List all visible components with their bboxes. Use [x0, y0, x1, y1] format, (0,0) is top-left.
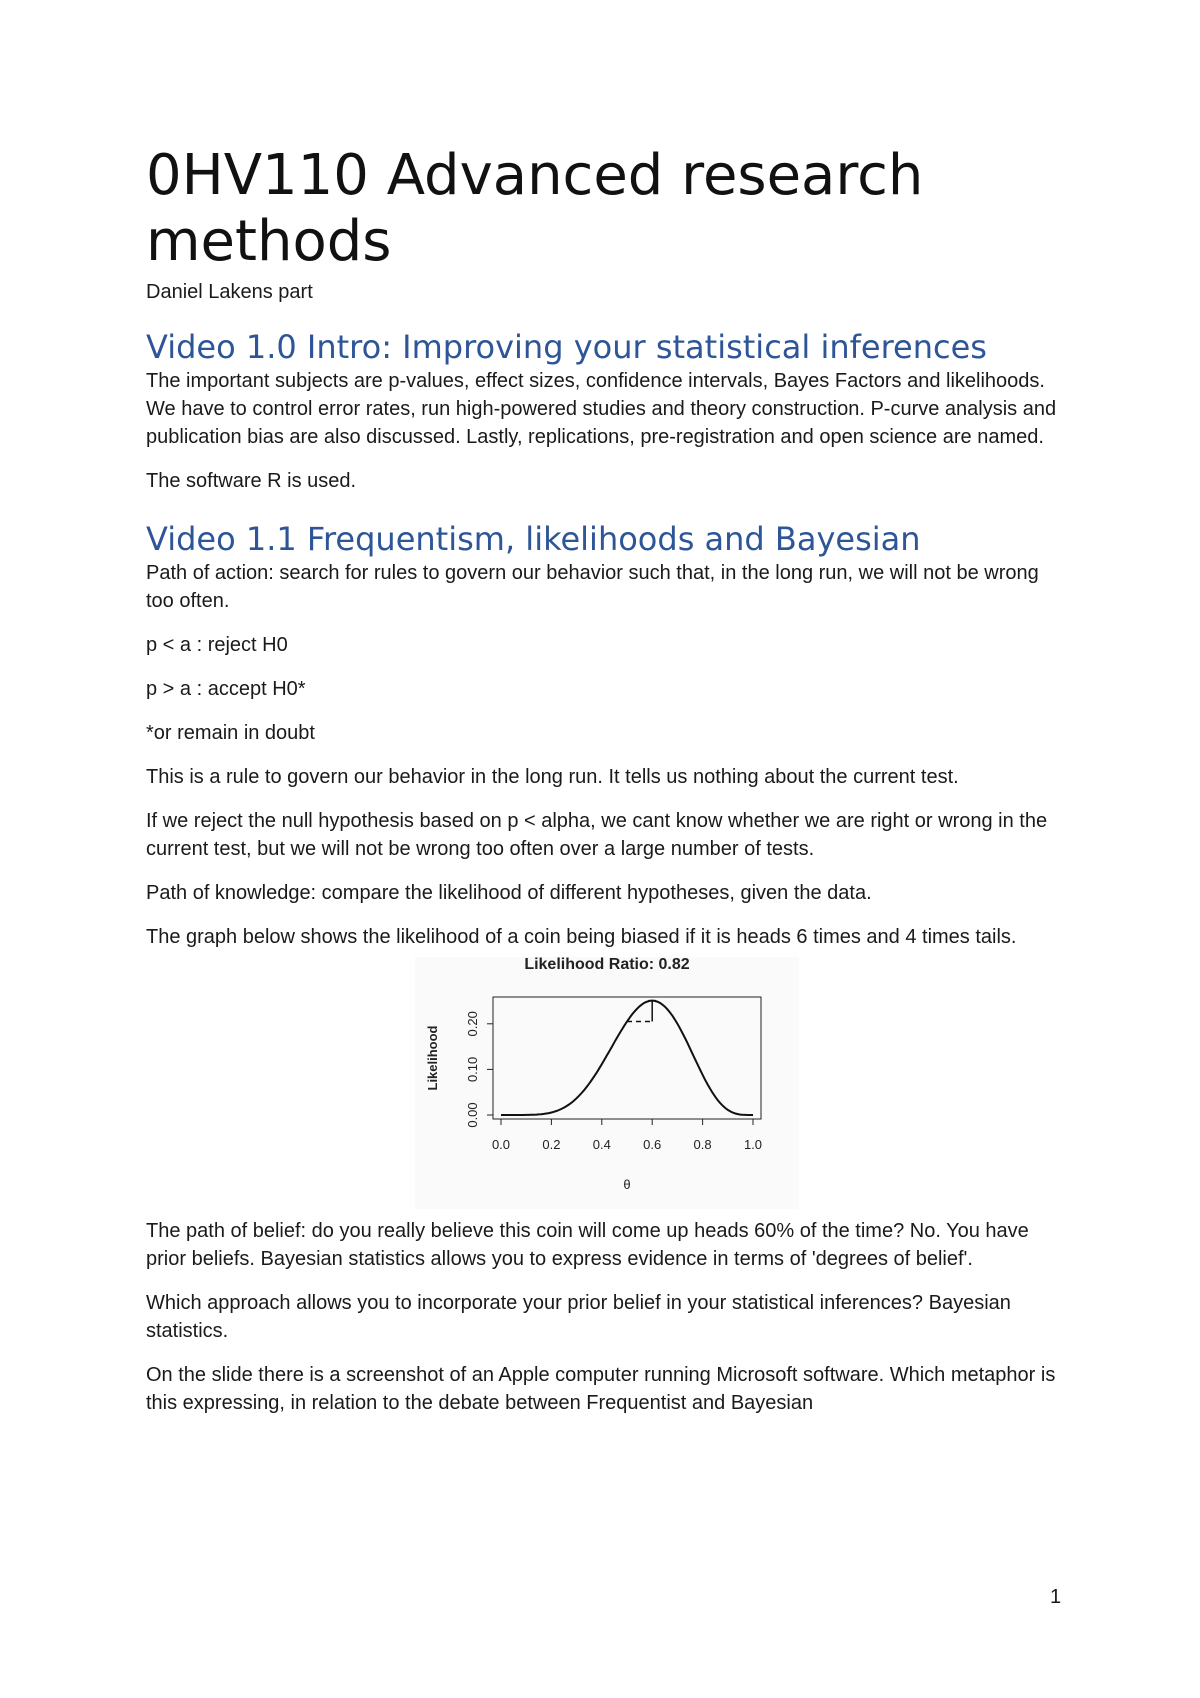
y-tick-label: 0.00: [465, 1102, 480, 1128]
page-number: 1: [1050, 1586, 1062, 1608]
x-tick-label: 0.2: [542, 1137, 561, 1152]
paragraph: *or remain in doubt: [146, 722, 315, 744]
paragraph: If we reject the null hypothesis based on p < alpha, we cant know whether we are right or wrong in the current test, but we will not be wrong too often over a large number of tests.: [146, 810, 1048, 860]
document-title: 0HV110 Advanced research methods: [146, 143, 924, 274]
x-axis-label: θ: [623, 1177, 631, 1192]
y-axis-label: Likelihood: [425, 1025, 440, 1091]
paragraph: This is a rule to govern our behavior in the long run. It tells us nothing about the current test.: [146, 766, 959, 788]
y-tick-label: 0.10: [465, 1056, 480, 1083]
paragraph: Path of action: search for rules to govern our behavior such that, in the long run, we will not be wrong too often.: [146, 562, 1039, 612]
paragraph: Which approach allows you to incorporate your prior belief in your statistical inferences? Bayesian statistics.: [146, 1292, 1011, 1342]
y-tick-label: 0.20: [465, 1011, 480, 1037]
likelihood-chart: [415, 957, 799, 1209]
x-tick-label: 0.8: [693, 1137, 712, 1152]
paragraph: The path of belief: do you really believe this coin will come up heads 60% of the time? No. You have prior beliefs. Bayesian statistics allows you to express evidence in terms of 'degrees of belief'.: [146, 1220, 1029, 1270]
paragraph: On the slide there is a screenshot of an Apple computer running Microsoft software. Which metaphor is this expressing, in relation to the debate between Frequentist and Bayesian: [146, 1364, 1056, 1414]
x-tick-label: 0.4: [592, 1137, 611, 1152]
x-tick-label: 0.6: [643, 1137, 662, 1152]
chart-title: Likelihood Ratio: 0.82: [524, 957, 690, 973]
document-body: [146, 143, 1066, 1433]
paragraph: The software R is used.: [146, 470, 357, 492]
x-tick-label: 0.0: [491, 1137, 511, 1152]
x-tick-label: 1.0: [743, 1137, 763, 1152]
paragraph: Path of knowledge: compare the likelihood of different hypotheses, given the data.: [146, 882, 872, 904]
paragraph: The graph below shows the likelihood of a coin being biased if it is heads 6 times and 4 times tails.: [146, 926, 1017, 948]
document-subtitle: Daniel Lakens part: [146, 281, 313, 303]
section-heading-frequentism: Video 1.1 Frequentism, likelihoods and Bayesian: [146, 520, 921, 558]
paragraph: p < a : reject H0: [146, 634, 288, 656]
paragraph: The important subjects are p-values, effect sizes, confidence intervals, Bayes Factors and likelihoods. We have to control error rates, run high-powered studies and theory construction. P-curve analysis and publication bias are also discussed. Lastly, replications, pre-registration and open science are named.: [146, 370, 1057, 448]
section-heading-intro: Video 1.0 Intro: Improving your statistical inferences: [146, 328, 987, 366]
paragraph: p > a : accept H0*: [146, 678, 306, 700]
likelihood-chart-figure: [415, 957, 799, 1209]
